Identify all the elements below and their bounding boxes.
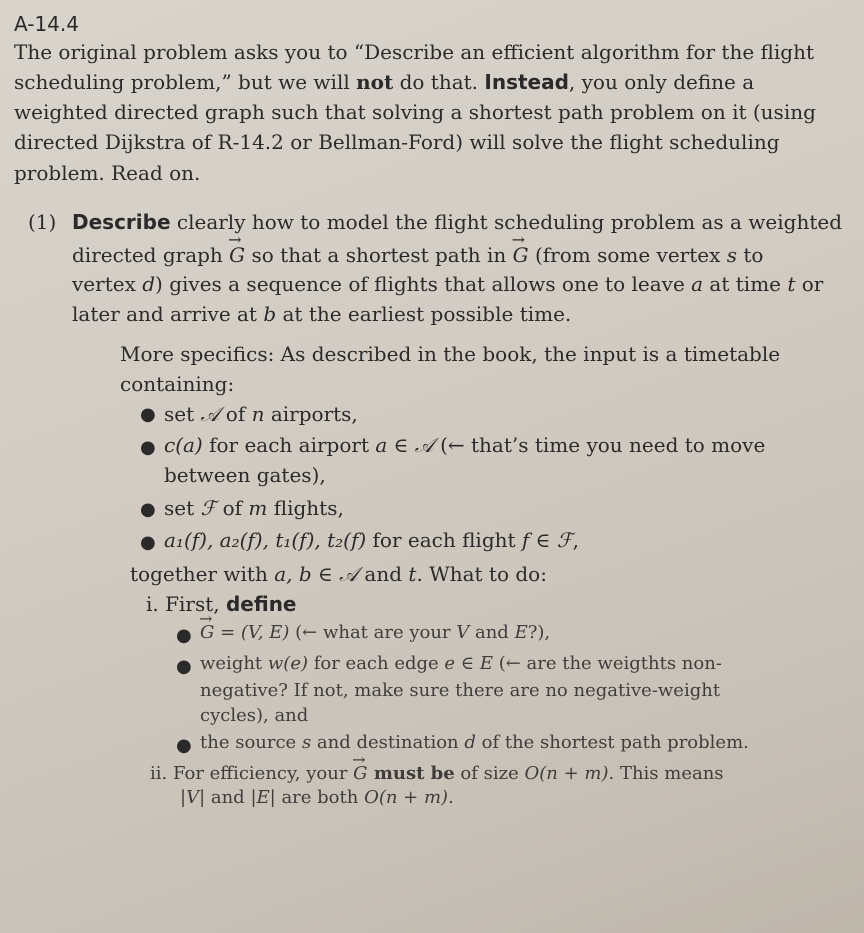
- spec-bullet-gate-time-cont: between gates),: [164, 463, 326, 487]
- bullet-dot-icon: ●: [176, 656, 192, 677]
- step-i-bullet-weight: weight w(e) for each edge e ∈ E (← are the weigthts non-: [200, 653, 722, 674]
- graph-symbol: → G: [353, 763, 367, 784]
- intro-line-1: The original problem asks you to “Describe an efficient algorithm for the flight: [14, 40, 814, 64]
- bullet-dot-icon: ●: [140, 499, 156, 520]
- spec-bullet-gate-time: c(a) for each airport a ∈ 𝒜 (← that’s time you need to move: [164, 433, 766, 457]
- bullet-dot-icon: ●: [140, 532, 156, 553]
- part1-line-1: Describe clearly how to model the flight scheduling problem as a weighted: [72, 210, 843, 234]
- intro-line-3: weighted directed graph such that solving a shortest path problem on it (using: [14, 100, 816, 124]
- specifics-line-1: More specifics: As described in the book, the input is a timetable: [120, 342, 781, 366]
- step-i-line: i. First, define: [146, 592, 297, 616]
- graph-symbol: → G = (V, E): [200, 622, 289, 643]
- intro-line-4: directed Dijkstra of R-14.2 or Bellman-Ford) will solve the flight scheduling: [14, 130, 780, 154]
- step-i-bullet-source: the source s and destination d of the shortest path problem.: [200, 732, 749, 753]
- spec-bullet-flights: set ℱ of m flights,: [164, 496, 344, 520]
- bullet-dot-icon: ●: [140, 437, 156, 458]
- graph-symbol: → G: [513, 243, 529, 267]
- part1-line-3: vertex d) gives a sequence of flights that allows one to leave a at time t or: [72, 272, 824, 296]
- step-ii-line-2: |V| and |E| are both O(n + m).: [180, 787, 454, 808]
- part1-number: (1): [28, 210, 57, 234]
- spec-bullet-airports: set 𝒜 of n airports,: [164, 402, 358, 426]
- bullet-dot-icon: ●: [176, 625, 192, 646]
- step-i-bullet-weight-cont-2: cycles), and: [200, 705, 309, 726]
- problem-heading: A-14.4: [14, 12, 79, 36]
- intro-line-5: problem. Read on.: [14, 161, 201, 185]
- step-i-bullet-weight-cont-1: negative? If not, make sure there are no negative-weight: [200, 680, 721, 701]
- intro-line-2: scheduling problem,” but we will not do that. Instead, you only define a: [14, 70, 755, 94]
- step-i-bullet-graph: → G = (V, E) (← what are your V and E?),: [200, 621, 550, 645]
- part1-line-2: directed graph → G so that a shortest path in → G (from some vertex s to: [72, 243, 763, 267]
- part1-line-4: later and arrive at b at the earliest possible time.: [72, 302, 572, 326]
- graph-symbol: → G: [229, 243, 245, 267]
- specifics-line-2: containing:: [120, 372, 235, 396]
- together-line: together with a, b ∈ 𝒜 and t. What to do:: [130, 562, 547, 586]
- bullet-dot-icon: ●: [176, 735, 192, 756]
- bullet-dot-icon: ●: [140, 404, 156, 425]
- spec-bullet-flight-data: a₁(f), a₂(f), t₁(f), t₂(f) for each flight f ∈ ℱ,: [164, 528, 579, 552]
- step-ii-line-1: ii. For efficiency, your → G must be of size O(n + m). This means: [150, 762, 724, 786]
